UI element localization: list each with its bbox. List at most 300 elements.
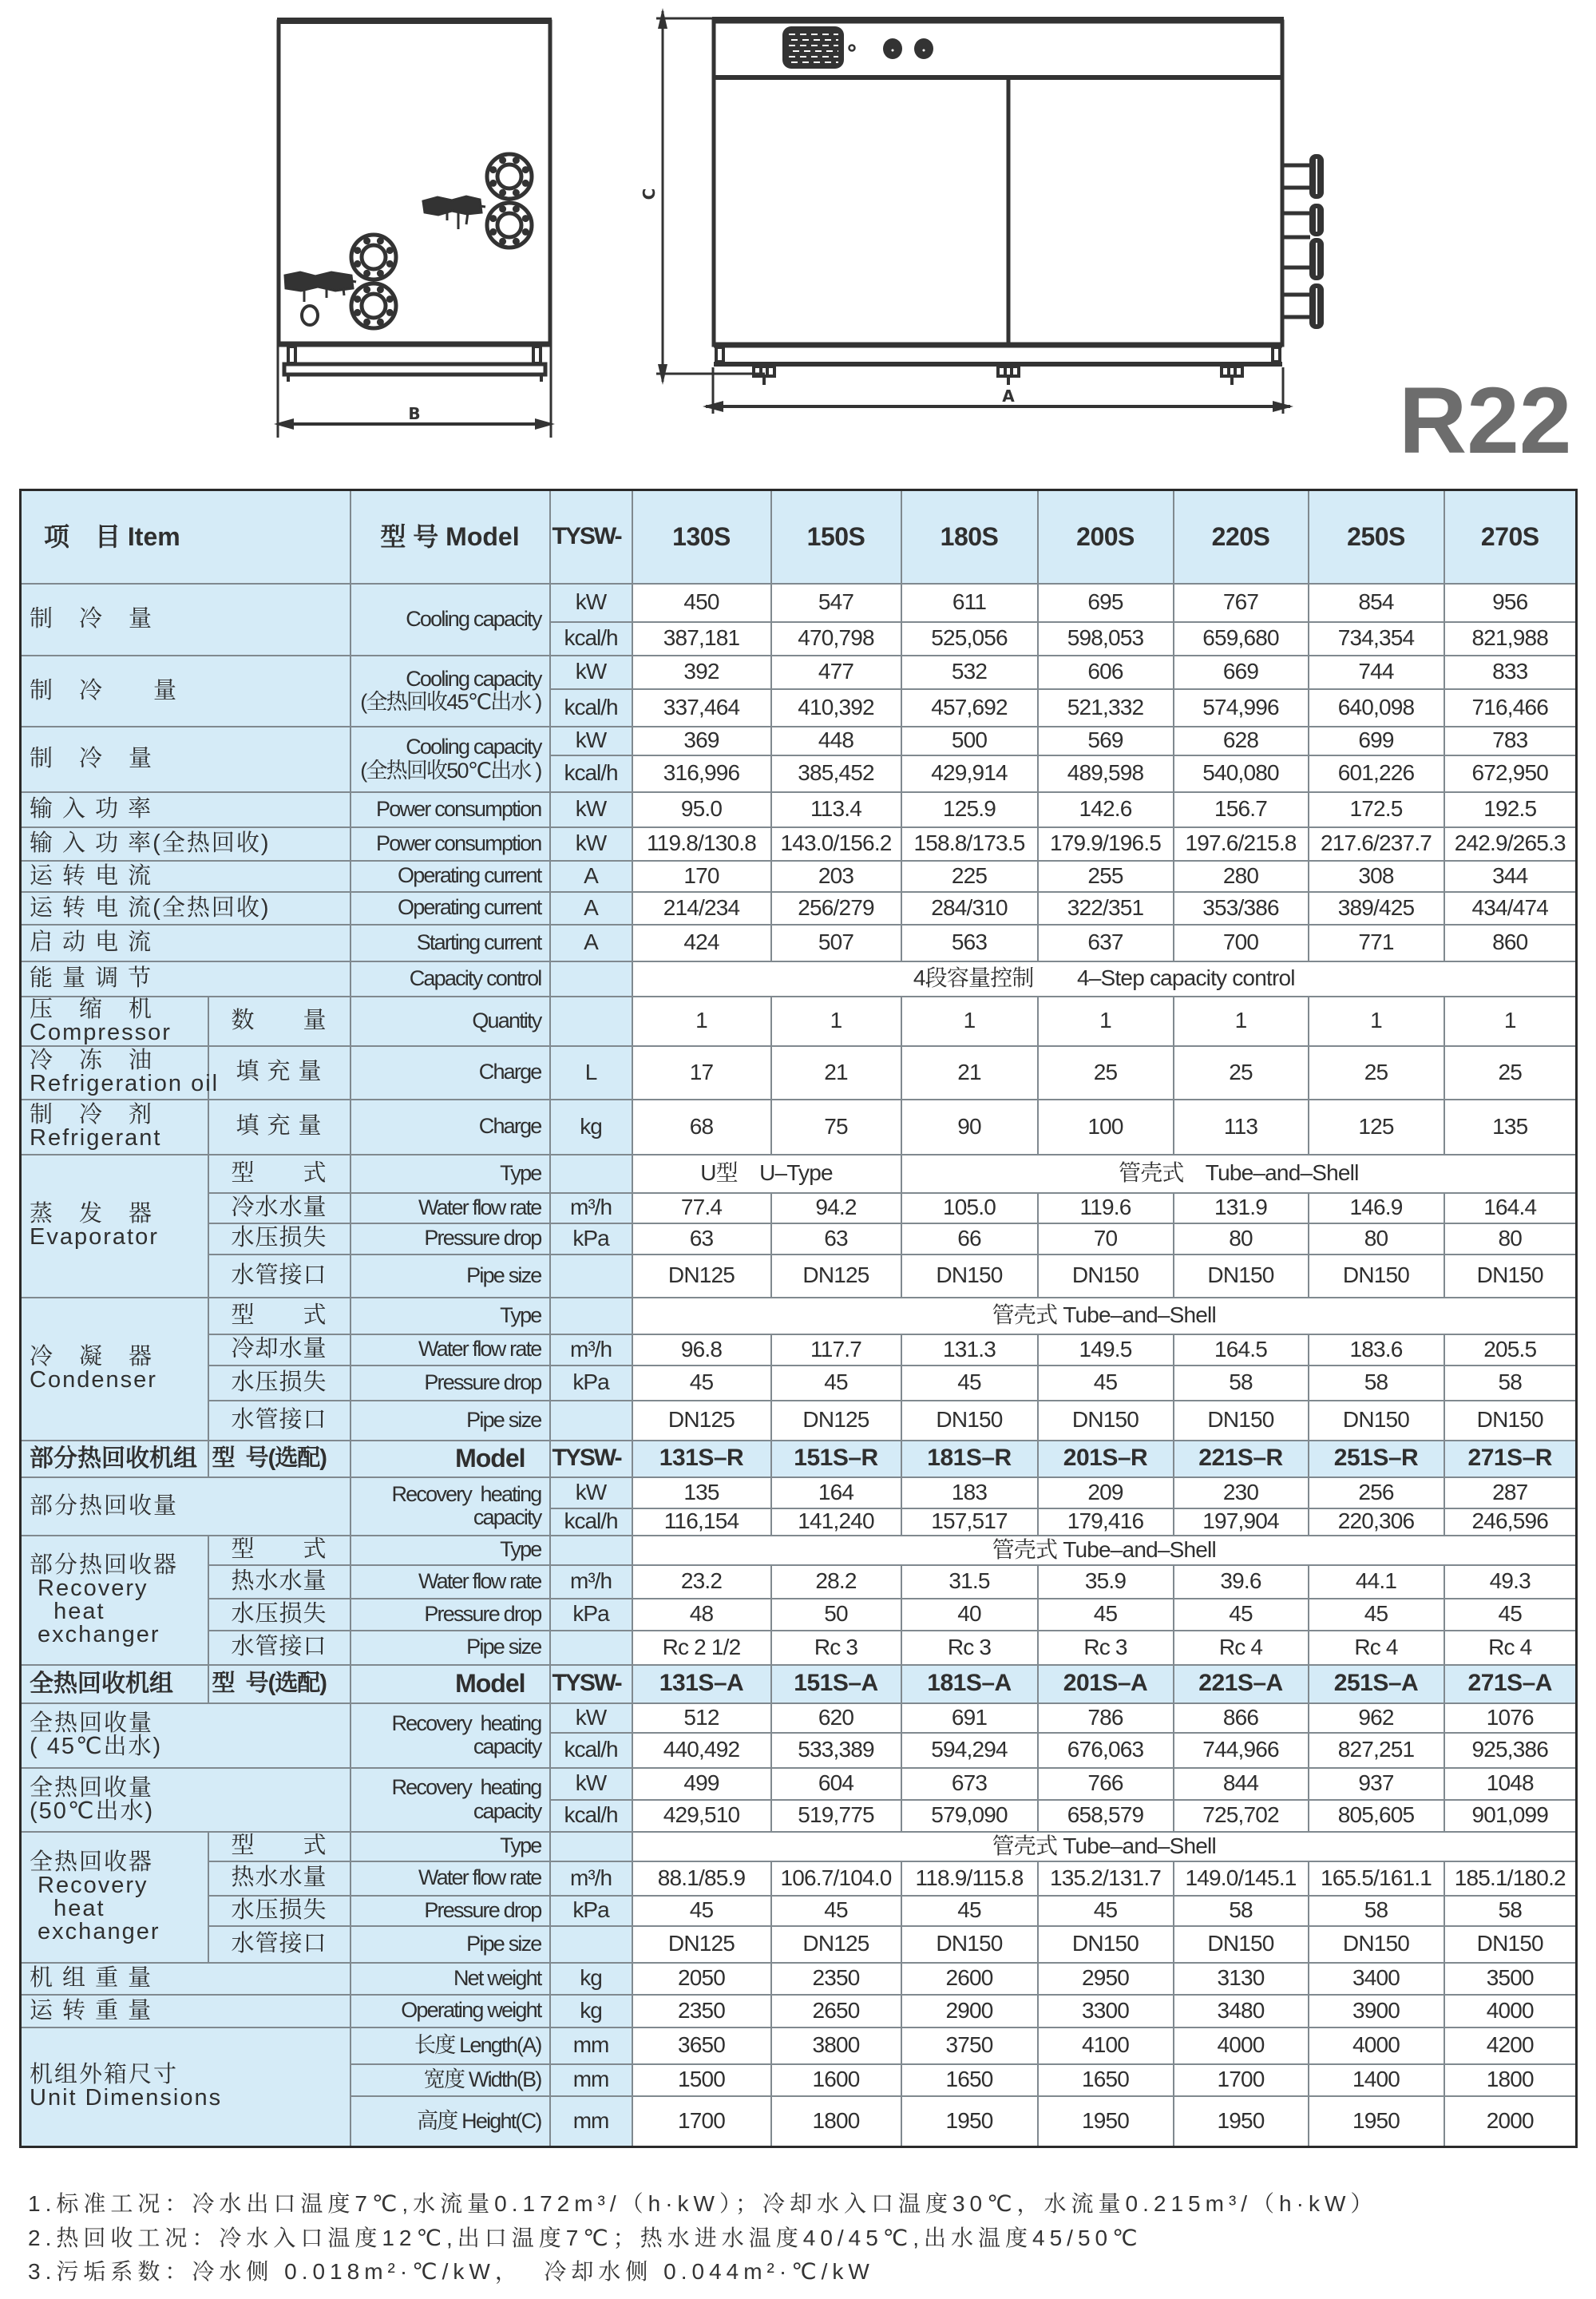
value-cell: 185.1/180.2 xyxy=(1444,1861,1577,1896)
model-header-250s: 250S xyxy=(1309,490,1444,584)
value-cell: 344 xyxy=(1444,861,1577,892)
value-cell: Rc 3 xyxy=(771,1631,901,1665)
value-cell: 4200 xyxy=(1444,2027,1577,2064)
pipe-flange xyxy=(351,283,396,328)
row-en-label: Pipe size xyxy=(350,1401,550,1441)
value-cell: 21 xyxy=(771,1046,901,1100)
row-unit xyxy=(550,1631,632,1665)
value-cell: 172.5 xyxy=(1309,792,1444,827)
row-unit: kW xyxy=(550,656,632,689)
model-header-row xyxy=(21,1441,1577,1477)
model-cell: 201S–R xyxy=(1038,1441,1174,1477)
value-cell: 821,988 xyxy=(1444,622,1577,656)
row-unit: kcal/h xyxy=(550,755,632,792)
footnote-heat-recovery-conditions: 2.热回收工况：冷水入口温度12℃,出口温度7℃；热水进水温度40/45℃,出水温度45/50℃ xyxy=(28,2226,1143,2250)
row-unit: kPa xyxy=(550,1366,632,1401)
value-cell: 2600 xyxy=(901,1963,1038,1995)
value-cell: 3400 xyxy=(1309,1963,1444,1995)
value-cell: 676,063 xyxy=(1038,1733,1174,1768)
pipe-flange xyxy=(487,203,532,248)
row-label: 输 入 功 率(全热回收) xyxy=(21,827,350,861)
value-cell: 669 xyxy=(1174,656,1309,689)
value-cell: 956 xyxy=(1444,584,1577,622)
row-unit: kW xyxy=(550,792,632,827)
value-cell: 119.8/130.8 xyxy=(632,827,771,861)
value-cell: DN150 xyxy=(1174,1255,1309,1298)
row-unit: kW xyxy=(550,727,632,755)
value-cell: 3300 xyxy=(1038,1995,1174,2027)
value-cell: 156.7 xyxy=(1174,792,1309,827)
side-view-base-post xyxy=(288,347,295,363)
row-label: 制 冷 量 xyxy=(21,727,350,792)
value-cell: 337,464 xyxy=(632,689,771,727)
value-cell: 45 xyxy=(1174,1599,1309,1631)
value-cell: DN150 xyxy=(1038,1926,1174,1963)
value-cell: 385,452 xyxy=(771,755,901,792)
value-cell: 164.5 xyxy=(1174,1334,1309,1366)
value-cell: 1700 xyxy=(632,2096,771,2147)
value-cell: 66 xyxy=(901,1223,1038,1255)
value-cell: 716,466 xyxy=(1444,689,1577,727)
value-cell: 1650 xyxy=(901,2064,1038,2096)
value-cell: 833 xyxy=(1444,656,1577,689)
value-cell: 540,080 xyxy=(1174,755,1309,792)
dimension-label-a: A xyxy=(1002,386,1015,406)
value-cell: 48 xyxy=(632,1599,771,1631)
value-cell: 25 xyxy=(1444,1046,1577,1100)
model-prefix: TYSW- xyxy=(550,490,632,584)
control-panel xyxy=(782,26,933,69)
value-cell: DN125 xyxy=(771,1255,901,1298)
value-cell: 658,579 xyxy=(1038,1800,1174,1832)
value-cell: 45 xyxy=(1309,1599,1444,1631)
value-cell: 143.0/156.2 xyxy=(771,827,901,861)
value-cell: 3500 xyxy=(1444,1963,1577,1995)
value-cell: 131.9 xyxy=(1174,1193,1309,1223)
value-cell: DN150 xyxy=(1038,1401,1174,1441)
value-cell: 63 xyxy=(771,1223,901,1255)
value-cell: 771 xyxy=(1309,925,1444,961)
value-cell: 179.9/196.5 xyxy=(1038,827,1174,861)
row-label: 运 转 重 量 xyxy=(21,1995,350,2027)
value-cell: 157,517 xyxy=(901,1508,1038,1536)
table-row xyxy=(21,792,1577,827)
table-row xyxy=(21,1565,1577,1599)
model-prefix: TYSW- xyxy=(550,1441,632,1477)
model-cell: 131S–R xyxy=(632,1441,771,1477)
value-cell: 117.7 xyxy=(771,1334,901,1366)
value-cell: 135 xyxy=(1444,1100,1577,1155)
row-sub-label: 热水水量 xyxy=(208,1565,350,1599)
row-label: 部分热回收器 Recovery heat exchanger xyxy=(21,1536,208,1665)
table-row xyxy=(21,2027,1577,2064)
value-cell: 105.0 xyxy=(901,1193,1038,1223)
front-view-base-post xyxy=(716,347,723,362)
row-label: 全热回收量 ( 45℃出水) xyxy=(21,1703,350,1768)
value-cell: 673 xyxy=(901,1768,1038,1800)
value-cell: 25 xyxy=(1309,1046,1444,1100)
footnote-fouling-factor: 3.污垢系数：冷水侧 0.018m²·℃/kW， 冷却水侧 0.044m²·℃/kW xyxy=(28,2259,874,2284)
value-cell: 165.5/161.1 xyxy=(1309,1861,1444,1896)
row-en-label: Pressure drop xyxy=(350,1223,550,1255)
value-cell: 925,386 xyxy=(1444,1733,1577,1768)
value-cell: 353/386 xyxy=(1174,892,1309,925)
value-cell: 429,510 xyxy=(632,1800,771,1832)
value-cell: 440,492 xyxy=(632,1733,771,1768)
row-label: 压 缩 机 Compressor xyxy=(21,997,208,1046)
table-row xyxy=(21,1963,1577,1995)
value-cell: 158.8/173.5 xyxy=(901,827,1038,861)
value-cell: 45 xyxy=(632,1366,771,1401)
value-cell: 827,251 xyxy=(1309,1733,1444,1768)
value-cell: Rc 4 xyxy=(1309,1631,1444,1665)
row-label: 全热回收量 (50℃出水) xyxy=(21,1768,350,1832)
model-header-220s: 220S xyxy=(1174,490,1309,584)
table-header-row xyxy=(21,490,1577,584)
value-cell: 308 xyxy=(1309,861,1444,892)
table-row xyxy=(21,961,1577,997)
merged-value-cell: 管壳式 Tube–and–Shell xyxy=(632,1536,1577,1565)
row-unit: m³/h xyxy=(550,1861,632,1896)
value-cell: Rc 3 xyxy=(901,1631,1038,1665)
value-cell: 3750 xyxy=(901,2027,1038,2064)
value-cell: 146.9 xyxy=(1309,1193,1444,1223)
value-cell: 164.4 xyxy=(1444,1193,1577,1223)
row-unit: kcal/h xyxy=(550,1733,632,1768)
row-label: 全热回收器 Recovery heat exchanger xyxy=(21,1832,208,1963)
value-cell: 695 xyxy=(1038,584,1174,622)
value-cell: 197,904 xyxy=(1174,1508,1309,1536)
value-cell: 601,226 xyxy=(1309,755,1444,792)
value-cell: 209 xyxy=(1038,1477,1174,1508)
row-unit: kcal/h xyxy=(550,1800,632,1832)
model-column-header: 型 号 Model xyxy=(350,490,550,584)
model-cell: 251S–A xyxy=(1309,1665,1444,1703)
dimension-b xyxy=(274,346,555,438)
table-row xyxy=(21,1046,1577,1100)
row-unit: mm xyxy=(550,2027,632,2064)
row-sub-label: 数 量 xyxy=(208,997,350,1046)
value-cell: 100 xyxy=(1038,1100,1174,1155)
row-en-label: Operating current xyxy=(350,892,550,925)
model-cell: 201S–A xyxy=(1038,1665,1174,1703)
value-cell: 1700 xyxy=(1174,2064,1309,2096)
row-label: 机组外箱尺寸 Unit Dimensions xyxy=(21,2027,350,2147)
value-cell: 937 xyxy=(1309,1768,1444,1800)
row-unit: m³/h xyxy=(550,1334,632,1366)
dimension-label-c: C xyxy=(640,188,659,200)
value-cell: 2950 xyxy=(1038,1963,1174,1995)
row-en-label: Pipe size xyxy=(350,1631,550,1665)
row-label: 制 冷 量 xyxy=(21,656,350,727)
value-cell: 1 xyxy=(1174,997,1309,1046)
row-sub-label: 型 式 xyxy=(208,1832,350,1861)
value-cell: DN150 xyxy=(1309,1255,1444,1298)
value-cell: 1 xyxy=(1444,997,1577,1046)
row-sub-label: 填 充 量 xyxy=(208,1046,350,1100)
value-cell: 39.6 xyxy=(1174,1565,1309,1599)
row-sub-label: 热水水量 xyxy=(208,1861,350,1896)
value-cell: 45 xyxy=(771,1366,901,1401)
front-view-base-post xyxy=(1273,347,1280,362)
row-unit: A xyxy=(550,861,632,892)
row-label: 蒸 发 器 Evaporator xyxy=(21,1155,208,1298)
row-unit: kcal/h xyxy=(550,689,632,727)
table-row xyxy=(21,1768,1577,1800)
value-cell: 2350 xyxy=(771,1963,901,1995)
value-cell: DN125 xyxy=(771,1401,901,1441)
model-cell: 271S–A xyxy=(1444,1665,1577,1703)
row-en-label: Water flow rate xyxy=(350,1193,550,1223)
value-cell: 35.9 xyxy=(1038,1565,1174,1599)
value-cell: 170 xyxy=(632,861,771,892)
value-cell: 389/425 xyxy=(1309,892,1444,925)
value-cell: 77.4 xyxy=(632,1193,771,1223)
value-cell: 3800 xyxy=(771,2027,901,2064)
row-en-label: Type xyxy=(350,1536,550,1565)
model-label: Model xyxy=(350,1441,550,1477)
table-row xyxy=(21,1536,1577,1565)
value-cell: 533,389 xyxy=(771,1733,901,1768)
value-cell: 1 xyxy=(771,997,901,1046)
value-cell: 214/234 xyxy=(632,892,771,925)
value-cell: 691 xyxy=(901,1703,1038,1733)
value-cell: 606 xyxy=(1038,656,1174,689)
side-view-base-post xyxy=(533,347,541,363)
value-cell: 1076 xyxy=(1444,1703,1577,1733)
value-cell: 1950 xyxy=(1038,2096,1174,2147)
row-en-label: Type xyxy=(350,1155,550,1193)
model-header-180s: 180S xyxy=(901,490,1038,584)
value-cell: 205.5 xyxy=(1444,1334,1577,1366)
value-cell: 44.1 xyxy=(1309,1565,1444,1599)
value-cell: 4000 xyxy=(1174,2027,1309,2064)
row-en-label: 高度 Height(C) xyxy=(350,2096,550,2147)
value-cell: Rc 4 xyxy=(1174,1631,1309,1665)
row-en-label: Starting current xyxy=(350,925,550,961)
value-cell: 563 xyxy=(901,925,1038,961)
model-cell: 251S–R xyxy=(1309,1441,1444,1477)
model-header-270s: 270S xyxy=(1444,490,1577,584)
value-cell: 2900 xyxy=(901,1995,1038,2027)
value-cell: 255 xyxy=(1038,861,1174,892)
value-cell: DN150 xyxy=(901,1926,1038,1963)
value-cell: 106.7/104.0 xyxy=(771,1861,901,1896)
value-cell: DN150 xyxy=(901,1401,1038,1441)
row-en-label: Pressure drop xyxy=(350,1366,550,1401)
value-cell: 88.1/85.9 xyxy=(632,1861,771,1896)
value-cell: 640,098 xyxy=(1309,689,1444,727)
row-en-label: Net weight xyxy=(350,1963,550,1995)
model-cell: 221S–A xyxy=(1174,1665,1309,1703)
value-cell: 410,392 xyxy=(771,689,901,727)
merged-value-cell: 4段容量控制 4–Step capacity control xyxy=(632,961,1577,997)
value-cell: 1950 xyxy=(1309,2096,1444,2147)
row-label: 运 转 电 流 xyxy=(21,861,350,892)
row-unit: kPa xyxy=(550,1896,632,1926)
model-header-row xyxy=(21,1665,1577,1703)
row-sub-label: 水管接口 xyxy=(208,1255,350,1298)
section-title: 部分热回收机组 xyxy=(21,1441,208,1477)
value-cell: 767 xyxy=(1174,584,1309,622)
value-cell: 499 xyxy=(632,1768,771,1800)
row-en-label: Cooling capacity (全热回收50℃出水 ) xyxy=(350,727,550,792)
row-unit: kg xyxy=(550,1963,632,1995)
value-cell: 860 xyxy=(1444,925,1577,961)
value-cell: 569 xyxy=(1038,727,1174,755)
control-knob-icon xyxy=(883,38,902,59)
row-unit xyxy=(550,1926,632,1963)
row-unit: kPa xyxy=(550,1223,632,1255)
value-cell: 901,099 xyxy=(1444,1800,1577,1832)
value-cell: 131.3 xyxy=(901,1334,1038,1366)
table-row xyxy=(21,1223,1577,1255)
table-row xyxy=(21,584,1577,622)
row-en-label: Cooling capacity xyxy=(350,584,550,656)
row-sub-label: 水压损失 xyxy=(208,1599,350,1631)
value-cell: DN125 xyxy=(632,1926,771,1963)
value-cell: 574,996 xyxy=(1174,689,1309,727)
control-knob-icon xyxy=(914,38,933,59)
value-cell: 1950 xyxy=(901,2096,1038,2147)
value-cell: 628 xyxy=(1174,727,1309,755)
row-en-label: 宽度 Width(B) xyxy=(350,2064,550,2096)
front-view-body xyxy=(714,22,1282,345)
value-cell: 477 xyxy=(771,656,901,689)
value-cell: 316,996 xyxy=(632,755,771,792)
row-unit: mm xyxy=(550,2064,632,2096)
value-cell: 854 xyxy=(1309,584,1444,622)
value-cell: 1950 xyxy=(1174,2096,1309,2147)
row-label: 机 组 重 量 xyxy=(21,1963,350,1995)
model-label: Model xyxy=(350,1665,550,1703)
value-cell: DN125 xyxy=(771,1926,901,1963)
value-cell: 125 xyxy=(1309,1100,1444,1155)
value-cell: DN150 xyxy=(1309,1401,1444,1441)
model-header-150s: 150S xyxy=(771,490,901,584)
value-cell: 637 xyxy=(1038,925,1174,961)
value-cell: 3480 xyxy=(1174,1995,1309,2027)
table-row xyxy=(21,925,1577,961)
value-cell: 766 xyxy=(1038,1768,1174,1800)
dimension-c xyxy=(640,8,765,385)
value-cell: 17 xyxy=(632,1046,771,1100)
model-cell: 181S–A xyxy=(901,1665,1038,1703)
row-en-label: Power consumption xyxy=(350,792,550,827)
row-unit xyxy=(550,997,632,1046)
value-cell: 45 xyxy=(771,1896,901,1926)
value-cell: 424 xyxy=(632,925,771,961)
illegible-pipe-label xyxy=(423,196,485,229)
side-view xyxy=(274,21,555,438)
row-label: 能 量 调 节 xyxy=(21,961,350,997)
merged-value-cell: 管壳式 Tube–and–Shell xyxy=(632,1298,1577,1334)
value-cell: 1800 xyxy=(1444,2064,1577,2096)
model-cell: 221S–R xyxy=(1174,1441,1309,1477)
row-label: 冷 冻 油 Refrigeration oil xyxy=(21,1046,208,1100)
value-cell: Rc 4 xyxy=(1444,1631,1577,1665)
value-cell: 23.2 xyxy=(632,1565,771,1599)
value-cell: 113.4 xyxy=(771,792,901,827)
table-row xyxy=(21,1861,1577,1896)
item-column-header: 项 目 Item xyxy=(21,490,350,584)
row-sub-label: 冷水水量 xyxy=(208,1193,350,1223)
value-cell: 135 xyxy=(632,1477,771,1508)
value-cell: 429,914 xyxy=(901,755,1038,792)
spec-table-body xyxy=(21,584,1577,2147)
value-cell: 2350 xyxy=(632,1995,771,2027)
value-cell: 45 xyxy=(1038,1896,1174,1926)
value-cell: 183 xyxy=(901,1477,1038,1508)
value-cell: 1650 xyxy=(1038,2064,1174,2096)
row-en-label: 长度 Length(A) xyxy=(350,2027,550,2064)
value-cell: 1500 xyxy=(632,2064,771,2096)
value-cell: 604 xyxy=(771,1768,901,1800)
table-row xyxy=(21,1334,1577,1366)
value-cell: DN150 xyxy=(1174,1401,1309,1441)
row-en-label: Cooling capacity (全热回收45℃出水 ) xyxy=(350,656,550,727)
value-cell: 672,950 xyxy=(1444,755,1577,792)
table-row xyxy=(21,1193,1577,1223)
refrigerant-badge: R22 xyxy=(1399,368,1572,474)
water-pipe-connections xyxy=(1283,154,1324,329)
value-cell: 80 xyxy=(1444,1223,1577,1255)
value-cell: 45 xyxy=(1444,1599,1577,1631)
row-unit: kPa xyxy=(550,1599,632,1631)
merged-value-cell: U型 U–Type xyxy=(632,1155,901,1193)
row-unit xyxy=(550,1298,632,1334)
row-sub-label: 水压损失 xyxy=(208,1896,350,1926)
value-cell: 70 xyxy=(1038,1223,1174,1255)
pipe-flange xyxy=(487,154,532,199)
value-cell: 119.6 xyxy=(1038,1193,1174,1223)
row-unit xyxy=(550,1401,632,1441)
value-cell: 734,354 xyxy=(1309,622,1444,656)
row-en-label: Operating current xyxy=(350,861,550,892)
table-row xyxy=(21,1366,1577,1401)
row-label: 启 动 电 流 xyxy=(21,925,350,961)
value-cell: 620 xyxy=(771,1703,901,1733)
row-en-label: Power consumption xyxy=(350,827,550,861)
table-row xyxy=(21,1631,1577,1665)
row-unit: kg xyxy=(550,1995,632,2027)
model-cell: 151S–R xyxy=(771,1441,901,1477)
row-en-label: Pipe size xyxy=(350,1926,550,1963)
value-cell: 844 xyxy=(1174,1768,1309,1800)
value-cell: 21 xyxy=(901,1046,1038,1100)
table-row xyxy=(21,861,1577,892)
value-cell: 118.9/115.8 xyxy=(901,1861,1038,1896)
table-row xyxy=(21,1995,1577,2027)
value-cell: 2050 xyxy=(632,1963,771,1995)
value-cell: DN150 xyxy=(1174,1926,1309,1963)
value-cell: DN150 xyxy=(901,1255,1038,1298)
row-unit: m³/h xyxy=(550,1565,632,1599)
row-unit: kW xyxy=(550,1477,632,1508)
value-cell: 58 xyxy=(1309,1366,1444,1401)
row-sub-label: 水压损失 xyxy=(208,1223,350,1255)
value-cell: DN125 xyxy=(632,1255,771,1298)
value-cell: 579,090 xyxy=(901,1800,1038,1832)
table-row xyxy=(21,1896,1577,1926)
model-cell: 131S–A xyxy=(632,1665,771,1703)
row-en-label: Quantity xyxy=(350,997,550,1046)
value-cell: 744,966 xyxy=(1174,1733,1309,1768)
value-cell: 183.6 xyxy=(1309,1334,1444,1366)
dimension-label-b: B xyxy=(408,404,421,423)
value-cell: 4000 xyxy=(1309,2027,1444,2064)
value-cell: 699 xyxy=(1309,727,1444,755)
